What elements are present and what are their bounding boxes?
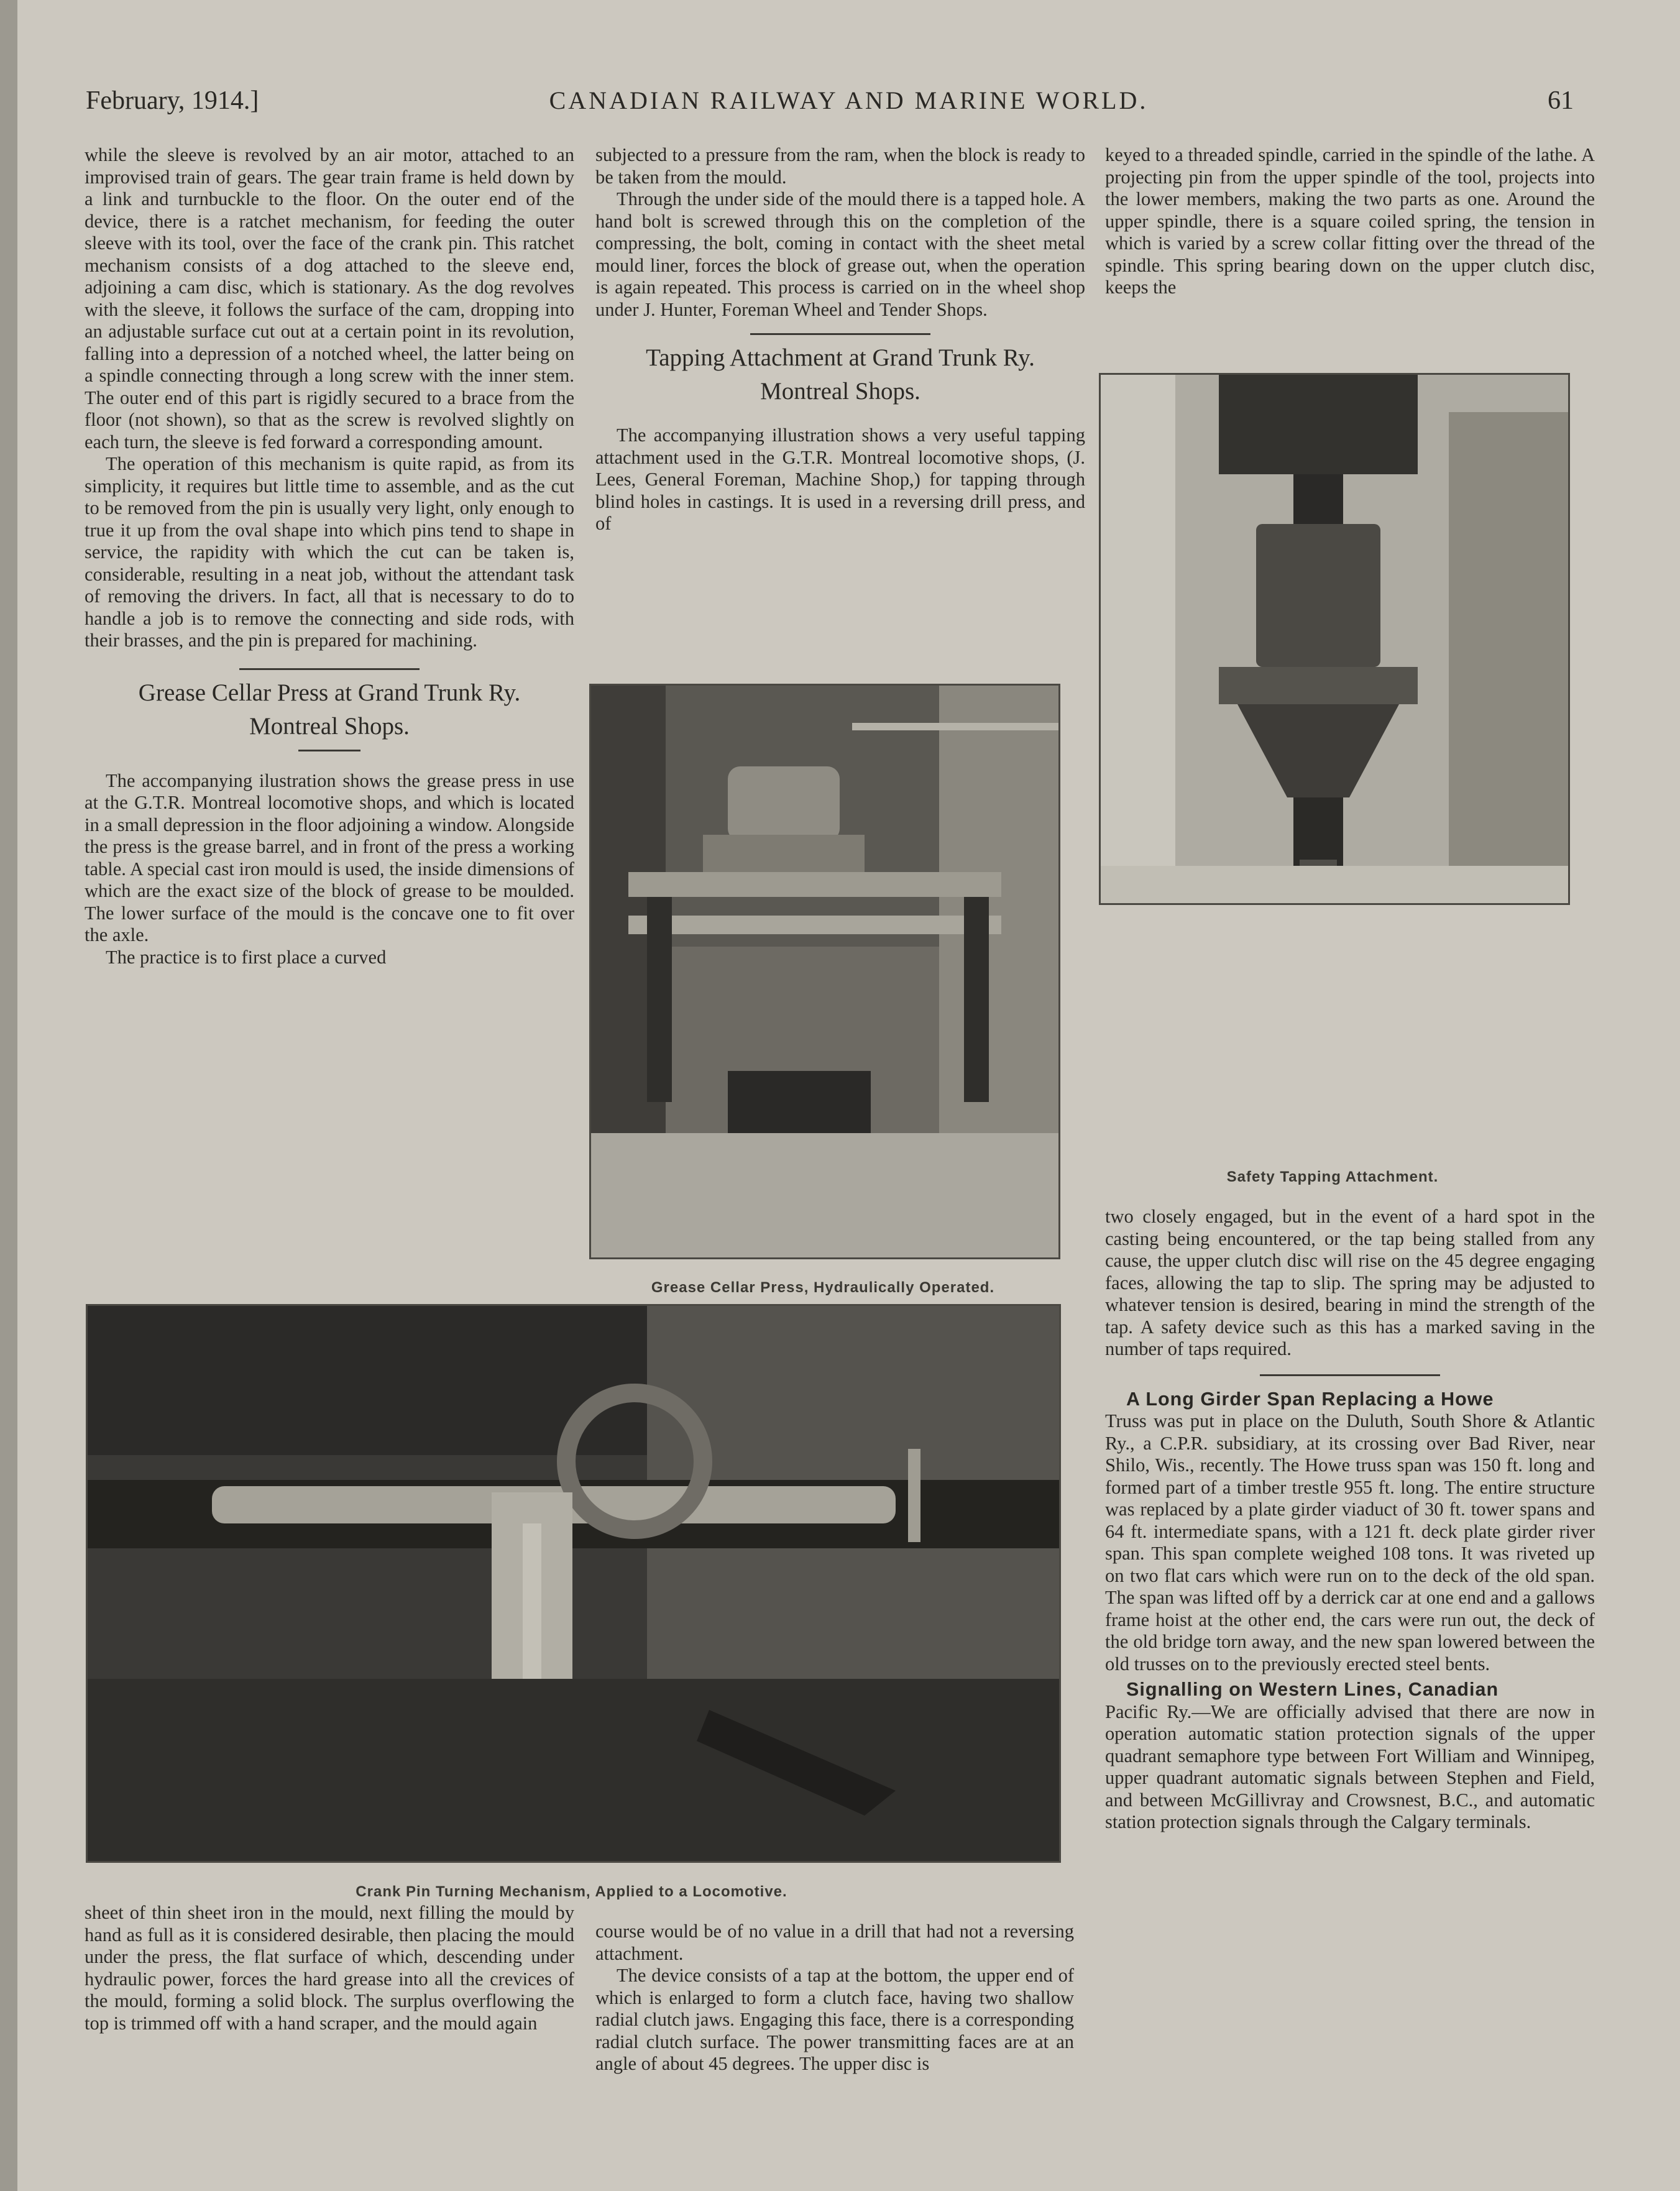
news-item-lead: Signalling on Western Lines, Canadian [1126, 1679, 1499, 1700]
issue-date: February, 1914.] [86, 86, 259, 115]
divider [1260, 1374, 1440, 1376]
tapping-attachment-caption: Safety Tapping Attachment. [1226, 1169, 1439, 1185]
column-1 [85, 144, 574, 968]
paragraph: The practice is to first place a curved [106, 946, 387, 968]
paragraph: while the sleeve is revolved by an air motor, attached to an improvised train of gears. The gear train frame is held down by a link and turnbuckle to the floor. On the outer end of the device, there is a ratchet mechanism, for feeding the outer sleeve with its tool, over the face of the crank pin. This ratchet mechanism consists of a dog attached to the sleeve end, adjoining a cam disc, which is stationary. As the dog revolves with the sleeve, it follows the surface of the cam, dropping into an adjustable surface cut out at a certain point in its revolution, falling into a depression of a notched wheel, the latter being on a spindle connecting through a long screw with the inner stem. The outer end of this part is rigidly secured to a brace from the floor (not shown), so that as the screw is revolved slightly on each turn, the sleeve is fed forward a corresponding amount. [85, 144, 574, 452]
heading-line: Montreal Shops. [760, 378, 920, 405]
paragraph: The accompanying illustration shows a very useful tapping attachment used in the G.T.R. Montreal locomotive shops, (J. Lees, General Foreman, Machine Shop,) for tapping through blind holes in castings. It is used in a reversing drill press, and of [595, 425, 1085, 534]
page-number: 61 [1548, 86, 1574, 115]
tapping-attachment-photo [1099, 373, 1570, 905]
column-3-continued [1105, 1206, 1595, 1834]
grease-press-photo [589, 684, 1060, 1259]
crank-pin-caption: Crank Pin Turning Mechanism, Applied to a Locomotive. [356, 1883, 787, 1900]
paragraph: course would be of no value in a drill that had not a reversing attachment. [595, 1921, 1074, 1964]
bottom-left-column [85, 1902, 574, 2034]
article-heading [85, 676, 574, 743]
paragraph: The operation of this mechanism is quite rapid, as from its simplicity, it requires but little time to assemble, and as the cut to be removed from the pin is usually very light, only enough to true it up from the oval shape into which pins tend to shape in service, the rapidity with which the cut can be taken is, considerable, resulting in a neat job, without the attendant task of removing the drivers. In fact, all that is necessary to do to handle a job is to remove the connecting and side rods, with their brasses, and the pin is prepared for machining. [85, 453, 574, 651]
crank-pin-photo [86, 1304, 1061, 1863]
article-heading [595, 341, 1085, 408]
divider [239, 668, 420, 670]
crank-pin-image [88, 1306, 1059, 1861]
paragraph: The device consists of a tap at the bottom, the upper end of which is enlarged to form a clutch face, having two shallow radial clutch jaws. Engaging this face, there is a corresponding radial clutch surface. The power transmitting faces are at an angle of about 45 degrees. The upper disc is [595, 1965, 1074, 2074]
news-item-lead: A Long Girder Span Replacing a Howe [1126, 1388, 1494, 1410]
bottom-middle-column [595, 1921, 1074, 2075]
grease-press-caption: Grease Cellar Press, Hydraulically Operated. [651, 1279, 995, 1296]
magazine-page [17, 0, 1680, 2191]
paragraph: sheet of thin sheet iron in the mould, next filling the mould by hand as full as it is considered desirable, then placing the mould under the press, the flat surface of which, descending under hydraulic power, forces the hard grease into all the crevices of the mould, forming a solid block. The surplus overflowing the top is trimmed off with a hand scraper, and the mould again [85, 1902, 574, 2034]
news-item-body: Pacific Ry.—We are officially advised that there are now in operation automatic station protection signals of the upper quadrant semaphore type between Fort William and Winnipeg, upper quadrant automatic signals between Stephen and Field, and between McGillivray and Crowsnest, B.C., and automatic station protection signals through the Calgary terminals. [1105, 1701, 1595, 1832]
news-item [1105, 1679, 1595, 1834]
heading-line: Tapping Attachment at Grand Trunk Ry. [646, 344, 1035, 371]
paragraph: Through the under side of the mould there is a tapped hole. A hand bolt is screwed through this on the completion of the compressing, the bolt, coming in contact with the sheet metal mould liner, forces the block of grease out, when the operation is again repeated. This process is carried on in the wheel shop under J. Hunter, Foreman Wheel and Tender Shops. [595, 188, 1085, 320]
divider [750, 333, 930, 335]
paragraph: subjected to a pressure from the ram, when the block is ready to be taken from the mould. [595, 144, 1085, 188]
grease-press-image [591, 686, 1058, 1257]
heading-line: Montreal Shops. [249, 712, 410, 740]
column-2 [595, 144, 1085, 535]
news-item [1105, 1389, 1595, 1676]
paragraph: keyed to a threaded spindle, carried in the spindle of the lathe. A projecting pin from the upper spindle of the tool, projects into the lower members, making the two parts as one. Around the upper spindle, there is a square coiled spring, the tension in which is varied by a screw collar fitting over the thread of the spindle. This spring bearing down on the upper clutch disc, keeps the [1105, 144, 1595, 298]
divider [298, 750, 360, 751]
paragraph: two closely engaged, but in the event of a hard spot in the casting being encountered, or the tap being stalled from any cause, the upper clutch disc will rise on the 45 degree engaging faces, allowing the tap to slip. The spring may be adjusted to whatever tension is desired, bearing in mind the strength of the tap. A safety device such as this has a marked saving in the number of taps required. [1105, 1206, 1595, 1359]
column-3 [1105, 144, 1595, 299]
publication-title: CANADIAN RAILWAY AND MARINE WORLD. [549, 86, 1149, 114]
news-item-body: Truss was put in place on the Duluth, South Shore & Atlantic Ry., a C.P.R. subsidiary, at its crossing over Bad River, near Shilo, Wis., recently. The Howe truss span was 150 ft. long and formed part of a timber trestle 955 ft. long. The entire structure was replaced by a plate girder viaduct of 30 ft. tower spans and 64 ft. intermediate spans, with a 121 ft. deck plate girder river span. This span complete weighed 108 tons. It was riveted up on two flat cars which were run on to the deck of the old span. The span was lifted off by a derrick car at one end and a gallows frame hoist at the other end, the cars were run out, the deck of the old bridge torn away, and the new span lowered between the old trusses on to the previously erected steel bents. [1105, 1410, 1595, 1674]
paragraph: The accompanying ilustration shows the grease press in use at the G.T.R. Montreal locomotive shops, and which is located in a small depression in the floor adjoining a window. Alongside the press is the grease barrel, and in front of the press a working table. A special cast iron mould is used, the inside dimensions of which are the exact size of the block of grease to be moulded. The lower surface of the mould is the concave one to fit over the axle. [85, 769, 574, 945]
binding-spine [0, 0, 17, 2191]
tapping-attachment-image [1101, 375, 1568, 903]
heading-line: Grease Cellar Press at Grand Trunk Ry. [138, 679, 521, 706]
